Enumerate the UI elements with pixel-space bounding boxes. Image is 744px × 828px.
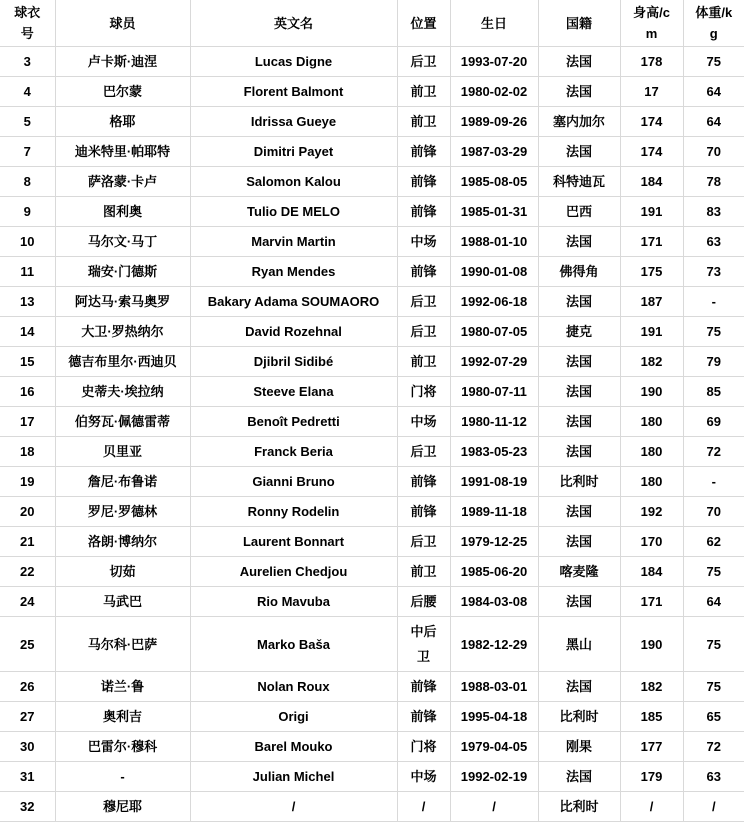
cell-jersey-number: 11	[0, 257, 55, 287]
cell-jersey-number: 8	[0, 167, 55, 197]
cell-birthday: 1982-12-29	[450, 617, 538, 672]
cell-position: 前锋	[397, 197, 450, 227]
cell-weight: -	[683, 287, 744, 317]
cell-jersey-number: 16	[0, 377, 55, 407]
cell-height: 174	[620, 107, 683, 137]
cell-birthday: 1979-12-25	[450, 527, 538, 557]
cell-english-name: Idrissa Gueye	[190, 107, 397, 137]
table-row	[0, 497, 744, 527]
cell-jersey-number: 27	[0, 702, 55, 732]
cell-nationality: 塞内加尔	[538, 107, 620, 137]
cell-birthday: 1979-04-05	[450, 732, 538, 762]
cell-nationality: 法国	[538, 137, 620, 167]
table-row	[0, 557, 744, 587]
cell-english-name: David Rozehnal	[190, 317, 397, 347]
cell-position: 前卫	[397, 77, 450, 107]
cell-weight: 83	[683, 197, 744, 227]
cell-position: 前卫	[397, 347, 450, 377]
cell-nationality: 刚果	[538, 732, 620, 762]
table-row	[0, 792, 744, 822]
cell-height: 171	[620, 587, 683, 617]
cell-player-name: 穆尼耶	[55, 792, 190, 822]
cell-position: 前锋	[397, 467, 450, 497]
cell-birthday: 1985-01-31	[450, 197, 538, 227]
cell-english-name: Aurelien Chedjou	[190, 557, 397, 587]
cell-weight: 69	[683, 407, 744, 437]
cell-jersey-number: 31	[0, 762, 55, 792]
cell-jersey-number: 30	[0, 732, 55, 762]
cell-position: 后卫	[397, 437, 450, 467]
cell-nationality: 佛得角	[538, 257, 620, 287]
cell-english-name: Gianni Bruno	[190, 467, 397, 497]
cell-english-name: Marko Baša	[190, 617, 397, 672]
cell-height: 184	[620, 167, 683, 197]
cell-position: 前锋	[397, 497, 450, 527]
cell-position: 前锋	[397, 167, 450, 197]
table-row	[0, 197, 744, 227]
cell-english-name: Florent Balmont	[190, 77, 397, 107]
cell-player-name: 格耶	[55, 107, 190, 137]
table-row	[0, 347, 744, 377]
cell-weight: 72	[683, 437, 744, 467]
cell-height: /	[620, 792, 683, 822]
cell-position: 前锋	[397, 672, 450, 702]
cell-height: 182	[620, 347, 683, 377]
cell-weight: 78	[683, 167, 744, 197]
cell-jersey-number: 18	[0, 437, 55, 467]
cell-position: 前卫	[397, 557, 450, 587]
cell-nationality: 法国	[538, 377, 620, 407]
cell-weight: 63	[683, 762, 744, 792]
table-row	[0, 257, 744, 287]
cell-nationality: 比利时	[538, 792, 620, 822]
cell-position: 前锋	[397, 137, 450, 167]
cell-english-name: Marvin Martin	[190, 227, 397, 257]
table-row	[0, 467, 744, 497]
cell-birthday: 1983-05-23	[450, 437, 538, 467]
cell-birthday: 1980-02-02	[450, 77, 538, 107]
cell-player-name: 罗尼·罗德林	[55, 497, 190, 527]
cell-jersey-number: 9	[0, 197, 55, 227]
cell-position: 中后卫	[397, 617, 450, 672]
cell-position: 后卫	[397, 47, 450, 77]
table-row	[0, 587, 744, 617]
cell-player-name: -	[55, 762, 190, 792]
cell-position: 后卫	[397, 317, 450, 347]
cell-weight: 72	[683, 732, 744, 762]
cell-height: 184	[620, 557, 683, 587]
cell-weight: /	[683, 792, 744, 822]
cell-position: 前卫	[397, 107, 450, 137]
cell-weight: 70	[683, 497, 744, 527]
cell-jersey-number: 7	[0, 137, 55, 167]
cell-player-name: 伯努瓦·佩德雷蒂	[55, 407, 190, 437]
cell-player-name: 奥利吉	[55, 702, 190, 732]
cell-player-name: 大卫·罗热纳尔	[55, 317, 190, 347]
cell-weight: 75	[683, 557, 744, 587]
cell-position: 门将	[397, 732, 450, 762]
header-row	[0, 0, 744, 47]
table-row	[0, 167, 744, 197]
cell-jersey-number: 17	[0, 407, 55, 437]
cell-birthday: 1980-07-05	[450, 317, 538, 347]
cell-english-name: Benoît Pedretti	[190, 407, 397, 437]
cell-weight: 85	[683, 377, 744, 407]
cell-position: 中场	[397, 762, 450, 792]
cell-nationality: 科特迪瓦	[538, 167, 620, 197]
cell-nationality: 比利时	[538, 467, 620, 497]
cell-weight: -	[683, 467, 744, 497]
cell-birthday: 1988-01-10	[450, 227, 538, 257]
cell-english-name: Ryan Mendes	[190, 257, 397, 287]
cell-birthday: 1980-07-11	[450, 377, 538, 407]
table-footer-spacer	[0, 822, 744, 828]
cell-weight: 64	[683, 77, 744, 107]
cell-player-name: 诺兰·鲁	[55, 672, 190, 702]
cell-english-name: Origi	[190, 702, 397, 732]
cell-height: 175	[620, 257, 683, 287]
column-header-birthday: 生日	[450, 0, 538, 47]
cell-player-name: 德吉布里尔·西迪贝	[55, 347, 190, 377]
cell-birthday: 1989-11-18	[450, 497, 538, 527]
cell-height: 187	[620, 287, 683, 317]
cell-weight: 62	[683, 527, 744, 557]
cell-nationality: 法国	[538, 672, 620, 702]
cell-position: 前锋	[397, 702, 450, 732]
cell-english-name: Salomon Kalou	[190, 167, 397, 197]
cell-player-name: 洛朗·博纳尔	[55, 527, 190, 557]
cell-nationality: 法国	[538, 497, 620, 527]
column-header-english-name: 英文名	[190, 0, 397, 47]
table-row	[0, 407, 744, 437]
cell-nationality: 法国	[538, 347, 620, 377]
cell-english-name: Barel Mouko	[190, 732, 397, 762]
cell-player-name: 巴尔蒙	[55, 77, 190, 107]
cell-weight: 64	[683, 587, 744, 617]
cell-birthday: 1988-03-01	[450, 672, 538, 702]
cell-height: 191	[620, 197, 683, 227]
cell-player-name: 马尔文·马丁	[55, 227, 190, 257]
cell-player-name: 巴雷尔·穆科	[55, 732, 190, 762]
table-row	[0, 702, 744, 732]
cell-birthday: 1993-07-20	[450, 47, 538, 77]
cell-position: 后卫	[397, 527, 450, 557]
cell-player-name: 迪米特里·帕耶特	[55, 137, 190, 167]
cell-player-name: 图利奥	[55, 197, 190, 227]
cell-height: 17	[620, 77, 683, 107]
cell-jersey-number: 10	[0, 227, 55, 257]
cell-english-name: Laurent Bonnart	[190, 527, 397, 557]
cell-jersey-number: 14	[0, 317, 55, 347]
cell-height: 178	[620, 47, 683, 77]
cell-position: 前锋	[397, 257, 450, 287]
cell-player-name: 詹尼·布鲁诺	[55, 467, 190, 497]
table-row	[0, 287, 744, 317]
column-header-player-name: 球员	[55, 0, 190, 47]
cell-height: 180	[620, 407, 683, 437]
cell-weight: 64	[683, 107, 744, 137]
cell-height: 174	[620, 137, 683, 167]
cell-birthday: 1980-11-12	[450, 407, 538, 437]
cell-player-name: 马武巴	[55, 587, 190, 617]
cell-jersey-number: 24	[0, 587, 55, 617]
cell-english-name: Nolan Roux	[190, 672, 397, 702]
cell-jersey-number: 19	[0, 467, 55, 497]
cell-nationality: 黑山	[538, 617, 620, 672]
cell-position: 门将	[397, 377, 450, 407]
table-row	[0, 617, 744, 672]
cell-birthday: /	[450, 792, 538, 822]
cell-jersey-number: 15	[0, 347, 55, 377]
column-header-jersey-number: 球衣号	[0, 0, 55, 47]
cell-height: 190	[620, 377, 683, 407]
cell-weight: 63	[683, 227, 744, 257]
cell-height: 191	[620, 317, 683, 347]
cell-player-name: 卢卡斯·迪涅	[55, 47, 190, 77]
cell-jersey-number: 21	[0, 527, 55, 557]
cell-birthday: 1992-06-18	[450, 287, 538, 317]
cell-height: 185	[620, 702, 683, 732]
cell-player-name: 切茹	[55, 557, 190, 587]
cell-english-name: Tulio DE MELO	[190, 197, 397, 227]
cell-english-name: Bakary Adama SOUMAORO	[190, 287, 397, 317]
cell-birthday: 1991-08-19	[450, 467, 538, 497]
cell-nationality: 法国	[538, 47, 620, 77]
cell-english-name: Lucas Digne	[190, 47, 397, 77]
cell-jersey-number: 20	[0, 497, 55, 527]
cell-height: 180	[620, 467, 683, 497]
cell-height: 171	[620, 227, 683, 257]
cell-jersey-number: 22	[0, 557, 55, 587]
table-row	[0, 732, 744, 762]
column-header-nationality: 国籍	[538, 0, 620, 47]
cell-english-name: Steeve Elana	[190, 377, 397, 407]
cell-jersey-number: 13	[0, 287, 55, 317]
cell-player-name: 瑞安·门德斯	[55, 257, 190, 287]
cell-height: 170	[620, 527, 683, 557]
table-row	[0, 377, 744, 407]
table-row	[0, 527, 744, 557]
table-row	[0, 137, 744, 167]
cell-weight: 75	[683, 672, 744, 702]
table-row	[0, 227, 744, 257]
cell-height: 180	[620, 437, 683, 467]
cell-height: 179	[620, 762, 683, 792]
cell-birthday: 1987-03-29	[450, 137, 538, 167]
cell-position: 后卫	[397, 287, 450, 317]
cell-weight: 73	[683, 257, 744, 287]
cell-height: 177	[620, 732, 683, 762]
cell-english-name: Rio Mavuba	[190, 587, 397, 617]
cell-nationality: 巴西	[538, 197, 620, 227]
cell-nationality: 法国	[538, 762, 620, 792]
cell-english-name: Julian Michel	[190, 762, 397, 792]
cell-birthday: 1992-02-19	[450, 762, 538, 792]
cell-player-name: 贝里亚	[55, 437, 190, 467]
cell-english-name: Djibril Sidibé	[190, 347, 397, 377]
cell-player-name: 史蒂夫·埃拉纳	[55, 377, 190, 407]
table-row	[0, 672, 744, 702]
cell-nationality: 法国	[538, 407, 620, 437]
table-row	[0, 762, 744, 792]
column-header-weight: 体重/kg	[683, 0, 744, 47]
cell-birthday: 1989-09-26	[450, 107, 538, 137]
cell-weight: 79	[683, 347, 744, 377]
table-row	[0, 437, 744, 467]
column-header-position: 位置	[397, 0, 450, 47]
table-row	[0, 77, 744, 107]
cell-nationality: 喀麦隆	[538, 557, 620, 587]
column-header-height: 身高/cm	[620, 0, 683, 47]
cell-birthday: 1985-06-20	[450, 557, 538, 587]
cell-weight: 70	[683, 137, 744, 167]
cell-position: /	[397, 792, 450, 822]
cell-player-name: 阿达马·索马奥罗	[55, 287, 190, 317]
cell-english-name: /	[190, 792, 397, 822]
cell-height: 192	[620, 497, 683, 527]
cell-nationality: 比利时	[538, 702, 620, 732]
cell-weight: 75	[683, 317, 744, 347]
cell-birthday: 1990-01-08	[450, 257, 538, 287]
cell-english-name: Ronny Rodelin	[190, 497, 397, 527]
cell-jersey-number: 26	[0, 672, 55, 702]
cell-english-name: Dimitri Payet	[190, 137, 397, 167]
cell-jersey-number: 32	[0, 792, 55, 822]
cell-nationality: 法国	[538, 437, 620, 467]
cell-weight: 65	[683, 702, 744, 732]
cell-nationality: 法国	[538, 287, 620, 317]
cell-english-name: Franck Beria	[190, 437, 397, 467]
table-row	[0, 47, 744, 77]
table-row	[0, 317, 744, 347]
cell-jersey-number: 4	[0, 77, 55, 107]
cell-birthday: 1985-08-05	[450, 167, 538, 197]
table-row	[0, 107, 744, 137]
cell-player-name: 萨洛蒙·卡卢	[55, 167, 190, 197]
cell-jersey-number: 3	[0, 47, 55, 77]
cell-height: 190	[620, 617, 683, 672]
cell-weight: 75	[683, 47, 744, 77]
cell-birthday: 1984-03-08	[450, 587, 538, 617]
cell-nationality: 法国	[538, 527, 620, 557]
table-body	[0, 47, 744, 822]
cell-position: 中场	[397, 227, 450, 257]
cell-height: 182	[620, 672, 683, 702]
cell-birthday: 1992-07-29	[450, 347, 538, 377]
cell-nationality: 法国	[538, 587, 620, 617]
cell-nationality: 法国	[538, 77, 620, 107]
cell-player-name: 马尔科·巴萨	[55, 617, 190, 672]
cell-jersey-number: 25	[0, 617, 55, 672]
cell-birthday: 1995-04-18	[450, 702, 538, 732]
cell-weight: 75	[683, 617, 744, 672]
table-header	[0, 0, 744, 47]
cell-jersey-number: 5	[0, 107, 55, 137]
cell-nationality: 法国	[538, 227, 620, 257]
cell-position: 后腰	[397, 587, 450, 617]
cell-position: 中场	[397, 407, 450, 437]
cell-nationality: 捷克	[538, 317, 620, 347]
